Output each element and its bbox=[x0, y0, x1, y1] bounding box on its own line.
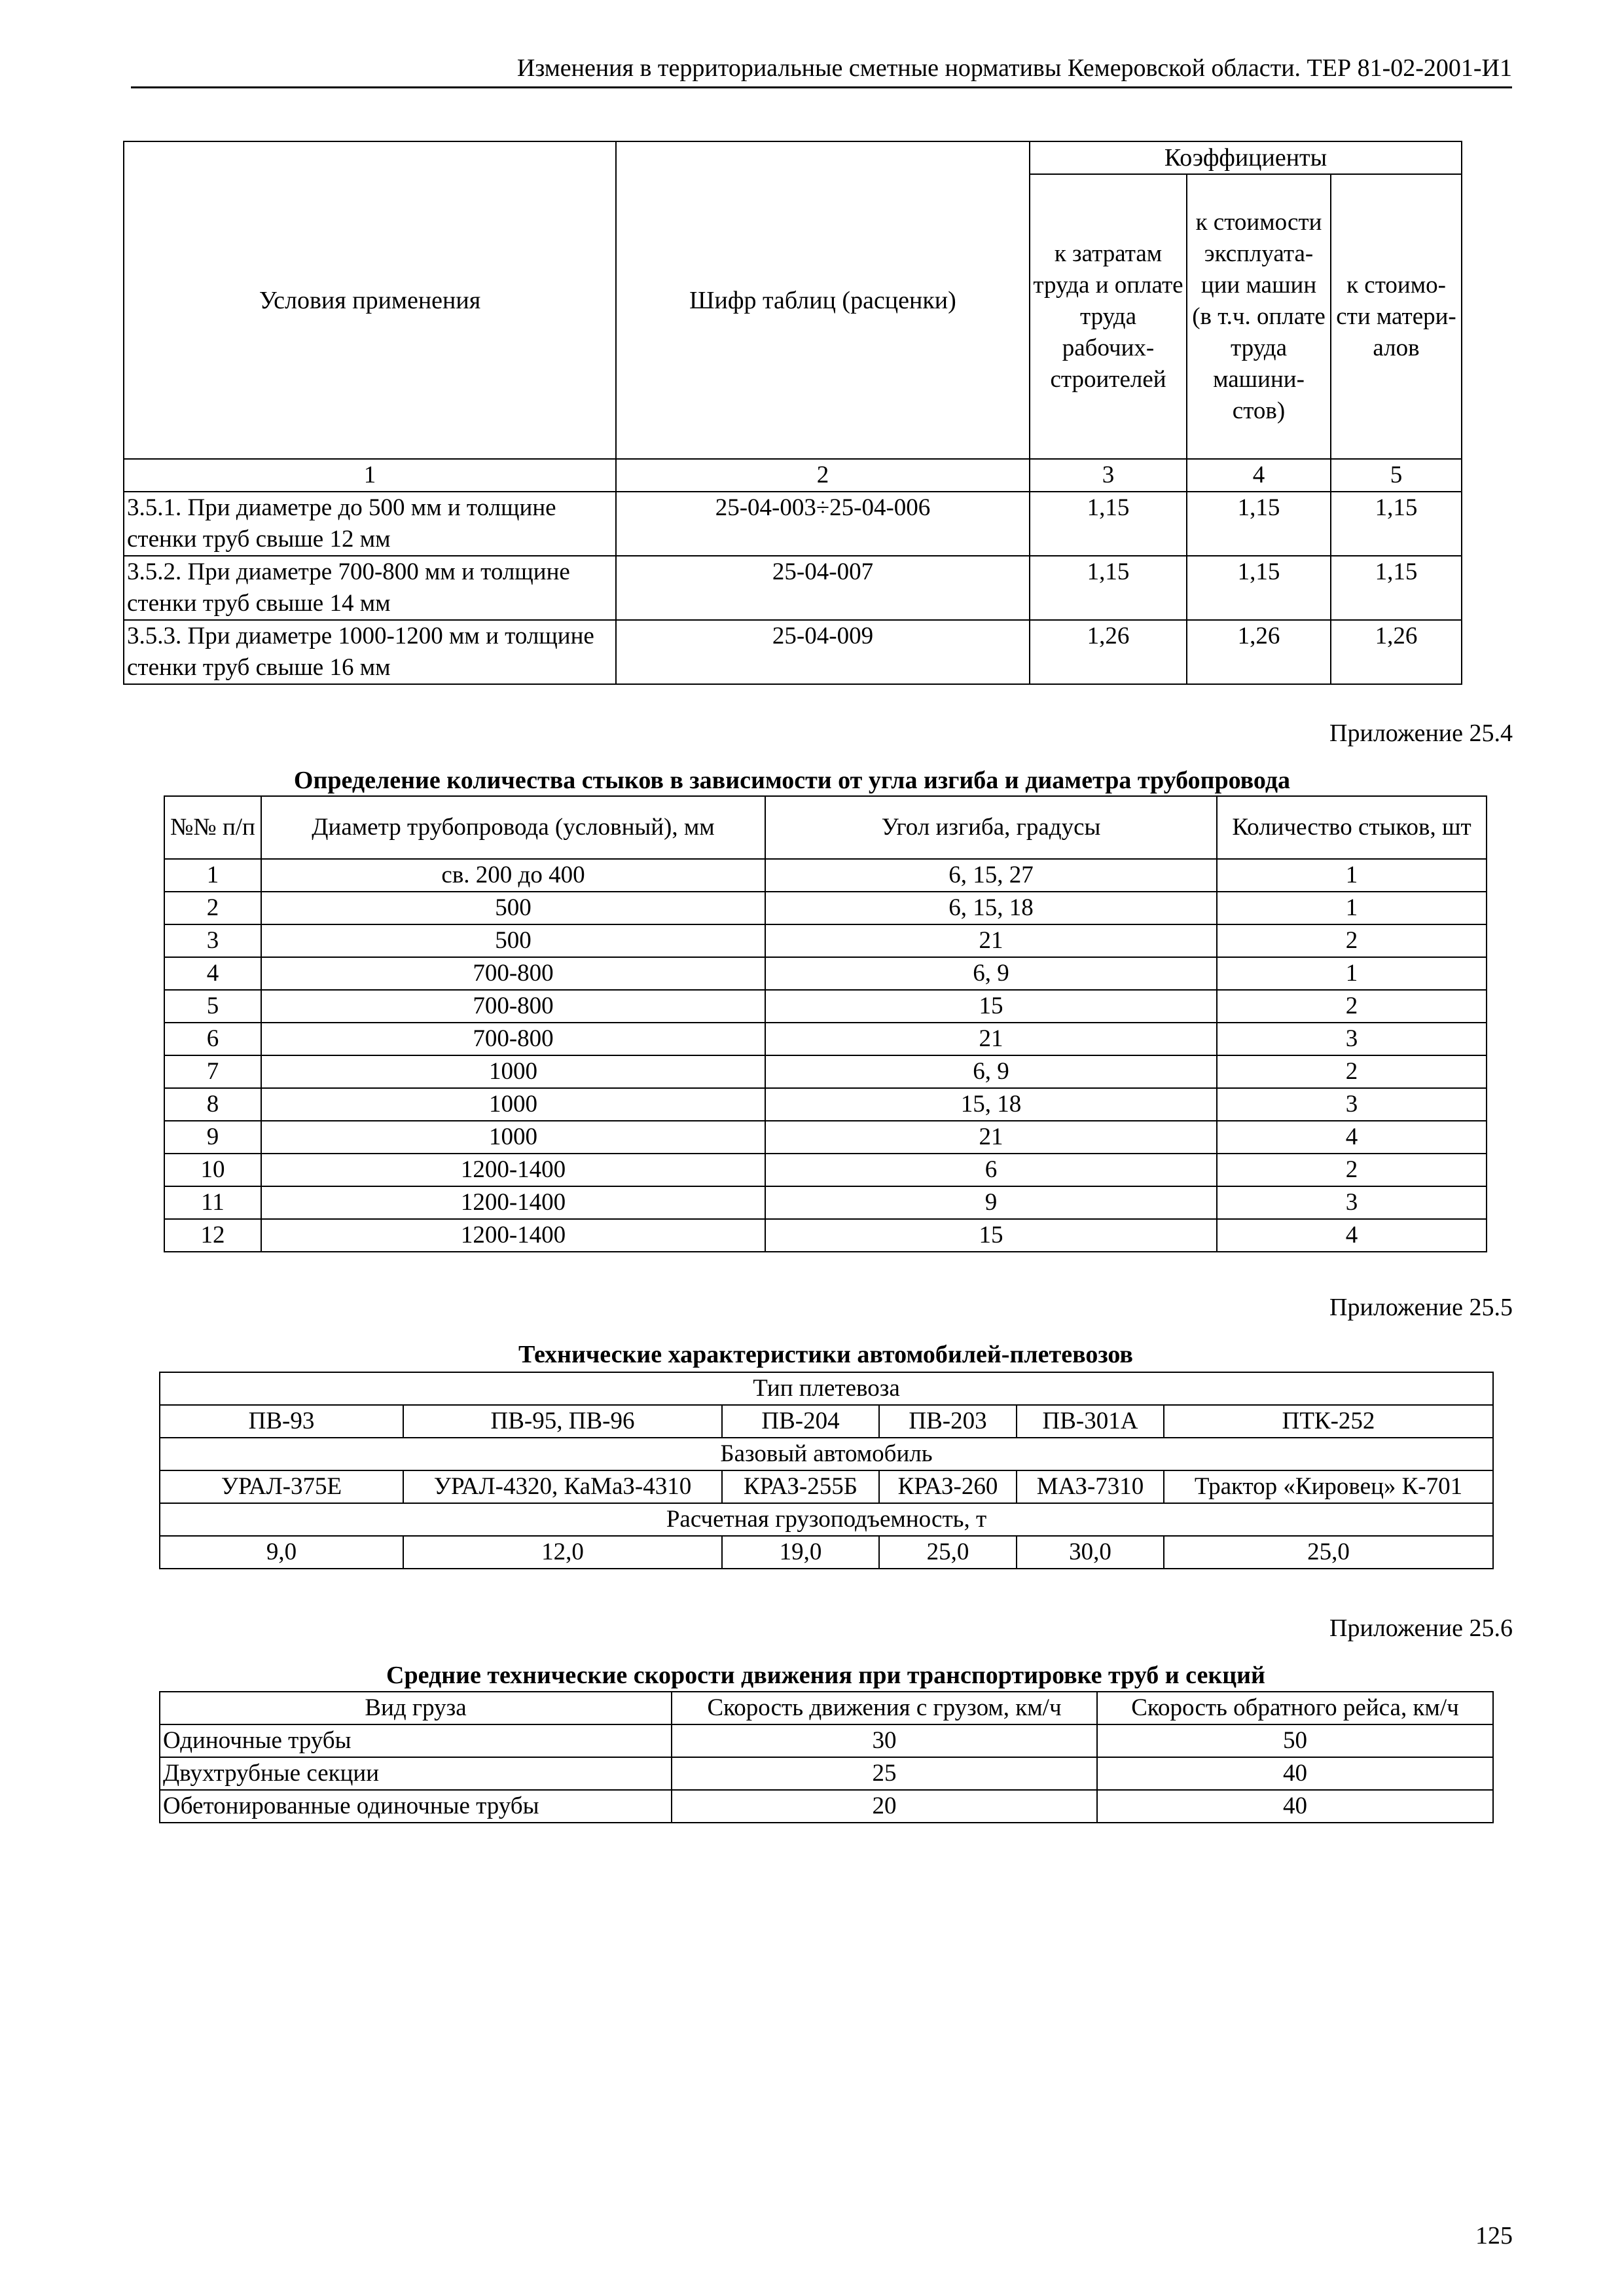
capacity-cell: 19,0 bbox=[722, 1536, 879, 1569]
coef-machines-cell: 1,15 bbox=[1187, 492, 1331, 556]
code-cell: 25-04-009 bbox=[616, 620, 1030, 684]
table-row bbox=[164, 892, 1487, 924]
column-number: 2 bbox=[616, 459, 1030, 492]
appendix-25-6-label: Приложение 25.6 bbox=[1329, 1614, 1513, 1642]
angle-cell: 15 bbox=[765, 1219, 1217, 1252]
type-cell: ПВ-204 bbox=[722, 1405, 879, 1438]
appendix-25-6-title: Средние технические скорости движения при транспортировке труб и секций bbox=[386, 1662, 1265, 1689]
header-materials: к стоимо-сти матери-алов bbox=[1331, 174, 1462, 459]
coefficients-table bbox=[123, 141, 1462, 685]
table-row bbox=[124, 620, 1462, 684]
coef-materials-cell: 1,15 bbox=[1331, 492, 1462, 556]
appendix-25-5-label: Приложение 25.5 bbox=[1329, 1294, 1513, 1321]
header-coefficients: Коэффициенты bbox=[1030, 141, 1462, 174]
diameter-cell: 500 bbox=[261, 892, 765, 924]
coef-labor-cell: 1,15 bbox=[1030, 556, 1187, 620]
table-row bbox=[164, 1219, 1487, 1252]
joints-cell: 3 bbox=[1217, 1088, 1487, 1121]
header-cargo: Вид груза bbox=[160, 1692, 672, 1724]
angle-cell: 15 bbox=[765, 990, 1217, 1023]
table-row bbox=[164, 924, 1487, 957]
joints-table bbox=[164, 795, 1487, 1252]
num-cell: 7 bbox=[164, 1055, 261, 1088]
table-row bbox=[164, 1121, 1487, 1154]
joints-cell: 2 bbox=[1217, 990, 1487, 1023]
joints-cell: 4 bbox=[1217, 1219, 1487, 1252]
capacity-cell: 9,0 bbox=[160, 1536, 403, 1569]
diameter-cell: 700-800 bbox=[261, 990, 765, 1023]
coef-labor-cell: 1,15 bbox=[1030, 492, 1187, 556]
table-row bbox=[164, 1023, 1487, 1055]
speed-return-cell: 40 bbox=[1097, 1790, 1493, 1823]
coef-materials-cell: 1,26 bbox=[1331, 620, 1462, 684]
capacity-cell: 25,0 bbox=[1164, 1536, 1493, 1569]
speed-loaded-cell: 20 bbox=[672, 1790, 1097, 1823]
header-speed-return: Скорость обратного рейса, км/ч bbox=[1097, 1692, 1493, 1724]
header-speed-loaded: Скорость движения с грузом, км/ч bbox=[672, 1692, 1097, 1724]
diameter-cell: 1200-1400 bbox=[261, 1186, 765, 1219]
appendix-25-4-label: Приложение 25.4 bbox=[1329, 720, 1513, 747]
header-labor: к затратам труда и оплате труда рабочих-строителей bbox=[1030, 174, 1187, 459]
joints-cell: 2 bbox=[1217, 1055, 1487, 1088]
header-num: №№ п/п bbox=[164, 796, 261, 859]
num-cell: 12 bbox=[164, 1219, 261, 1252]
coef-machines-cell: 1,26 bbox=[1187, 620, 1331, 684]
num-cell: 11 bbox=[164, 1186, 261, 1219]
code-cell: 25-04-007 bbox=[616, 556, 1030, 620]
angle-cell: 21 bbox=[765, 924, 1217, 957]
joints-cell: 2 bbox=[1217, 924, 1487, 957]
num-cell: 10 bbox=[164, 1154, 261, 1186]
header-joints: Количество стыков, шт bbox=[1217, 796, 1487, 859]
table-row bbox=[164, 1088, 1487, 1121]
cargo-cell: Одиночные трубы bbox=[160, 1724, 672, 1757]
joints-cell: 4 bbox=[1217, 1121, 1487, 1154]
num-cell: 8 bbox=[164, 1088, 261, 1121]
base-cell: МАЗ-7310 bbox=[1017, 1470, 1164, 1503]
table-row bbox=[164, 990, 1487, 1023]
angle-cell: 6, 9 bbox=[765, 1055, 1217, 1088]
angle-cell: 21 bbox=[765, 1121, 1217, 1154]
type-cell: ПВ-93 bbox=[160, 1405, 403, 1438]
num-cell: 9 bbox=[164, 1121, 261, 1154]
appendix-25-4-title: Определение количества стыков в зависимости от угла изгиба и диаметра трубопровода bbox=[293, 767, 1291, 794]
type-cell: ПВ-203 bbox=[879, 1405, 1017, 1438]
column-number: 3 bbox=[1030, 459, 1187, 492]
speed-loaded-cell: 25 bbox=[672, 1757, 1097, 1790]
header-code: Шифр таблиц (расценки) bbox=[616, 141, 1030, 459]
base-header: Базовый автомобиль bbox=[160, 1438, 1493, 1470]
capacity-cell: 12,0 bbox=[403, 1536, 722, 1569]
base-cell: УРАЛ-4320, КаМаЗ-4310 bbox=[403, 1470, 722, 1503]
angle-cell: 6, 9 bbox=[765, 957, 1217, 990]
num-cell: 4 bbox=[164, 957, 261, 990]
header-angle: Угол изгиба, градусы bbox=[765, 796, 1217, 859]
angle-cell: 6 bbox=[765, 1154, 1217, 1186]
condition-cell: 3.5.3. При диаметре 1000-1200 мм и толщине стенки труб свыше 16 мм bbox=[124, 620, 616, 684]
angle-cell: 6, 15, 18 bbox=[765, 892, 1217, 924]
table-row bbox=[164, 859, 1487, 892]
num-cell: 5 bbox=[164, 990, 261, 1023]
diameter-cell: 1200-1400 bbox=[261, 1219, 765, 1252]
joints-cell: 2 bbox=[1217, 1154, 1487, 1186]
diameter-cell: св. 200 до 400 bbox=[261, 859, 765, 892]
capacity-cell: 30,0 bbox=[1017, 1536, 1164, 1569]
table-row bbox=[164, 1055, 1487, 1088]
header-diameter: Диаметр трубопровода (условный), мм bbox=[261, 796, 765, 859]
coef-labor-cell: 1,26 bbox=[1030, 620, 1187, 684]
speed-return-cell: 50 bbox=[1097, 1724, 1493, 1757]
base-cell: КРАЗ-255Б bbox=[722, 1470, 879, 1503]
diameter-cell: 500 bbox=[261, 924, 765, 957]
angle-cell: 21 bbox=[765, 1023, 1217, 1055]
table-row bbox=[164, 1154, 1487, 1186]
base-cell: КРАЗ-260 bbox=[879, 1470, 1017, 1503]
type-cell: ПВ-301А bbox=[1017, 1405, 1164, 1438]
joints-cell: 3 bbox=[1217, 1023, 1487, 1055]
capacity-cell: 25,0 bbox=[879, 1536, 1017, 1569]
code-cell: 25-04-003÷25-04-006 bbox=[616, 492, 1030, 556]
column-number: 5 bbox=[1331, 459, 1462, 492]
coef-machines-cell: 1,15 bbox=[1187, 556, 1331, 620]
base-cell: Трактор «Кировец» К-701 bbox=[1164, 1470, 1493, 1503]
diameter-cell: 700-800 bbox=[261, 957, 765, 990]
cargo-cell: Обетонированные одиночные трубы bbox=[160, 1790, 672, 1823]
column-number: 4 bbox=[1187, 459, 1331, 492]
header-conditions: Условия применения bbox=[124, 141, 616, 459]
page-number: 125 bbox=[1475, 2222, 1513, 2250]
diameter-cell: 700-800 bbox=[261, 1023, 765, 1055]
type-header: Тип плетевоза bbox=[160, 1372, 1493, 1405]
appendix-25-5-title: Технические характеристики автомобилей-плетевозов bbox=[518, 1341, 1133, 1368]
condition-cell: 3.5.1. При диаметре до 500 мм и толщине стенки труб свыше 12 мм bbox=[124, 492, 616, 556]
column-number: 1 bbox=[124, 459, 616, 492]
angle-cell: 9 bbox=[765, 1186, 1217, 1219]
joints-cell: 1 bbox=[1217, 892, 1487, 924]
speed-return-cell: 40 bbox=[1097, 1757, 1493, 1790]
num-cell: 3 bbox=[164, 924, 261, 957]
diameter-cell: 1200-1400 bbox=[261, 1154, 765, 1186]
joints-cell: 1 bbox=[1217, 859, 1487, 892]
type-cell: ПТК-252 bbox=[1164, 1405, 1493, 1438]
base-cell: УРАЛ-375Е bbox=[160, 1470, 403, 1503]
type-cell: ПВ-95, ПВ-96 bbox=[403, 1405, 722, 1438]
table-row bbox=[124, 556, 1462, 620]
header-machines: к стоимости эксплуата-ции машин (в т.ч. оплате труда машини-стов) bbox=[1187, 174, 1331, 459]
speeds-table bbox=[159, 1691, 1494, 1823]
trucks-table bbox=[159, 1372, 1494, 1569]
page-header: Изменения в территориальные сметные нормативы Кемеровской области. ТЕР 81-02-2001-И1 bbox=[131, 54, 1512, 88]
num-cell: 6 bbox=[164, 1023, 261, 1055]
diameter-cell: 1000 bbox=[261, 1055, 765, 1088]
speed-loaded-cell: 30 bbox=[672, 1724, 1097, 1757]
table-row bbox=[164, 1186, 1487, 1219]
diameter-cell: 1000 bbox=[261, 1121, 765, 1154]
table-row bbox=[160, 1757, 1493, 1790]
num-cell: 2 bbox=[164, 892, 261, 924]
table-row bbox=[164, 957, 1487, 990]
joints-cell: 3 bbox=[1217, 1186, 1487, 1219]
condition-cell: 3.5.2. При диаметре 700-800 мм и толщине стенки труб свыше 14 мм bbox=[124, 556, 616, 620]
num-cell: 1 bbox=[164, 859, 261, 892]
table-row bbox=[160, 1790, 1493, 1823]
coef-materials-cell: 1,15 bbox=[1331, 556, 1462, 620]
angle-cell: 6, 15, 27 bbox=[765, 859, 1217, 892]
capacity-header: Расчетная грузоподъемность, т bbox=[160, 1503, 1493, 1536]
table-row bbox=[124, 492, 1462, 556]
cargo-cell: Двухтрубные секции bbox=[160, 1757, 672, 1790]
table-row bbox=[160, 1724, 1493, 1757]
diameter-cell: 1000 bbox=[261, 1088, 765, 1121]
angle-cell: 15, 18 bbox=[765, 1088, 1217, 1121]
joints-cell: 1 bbox=[1217, 957, 1487, 990]
